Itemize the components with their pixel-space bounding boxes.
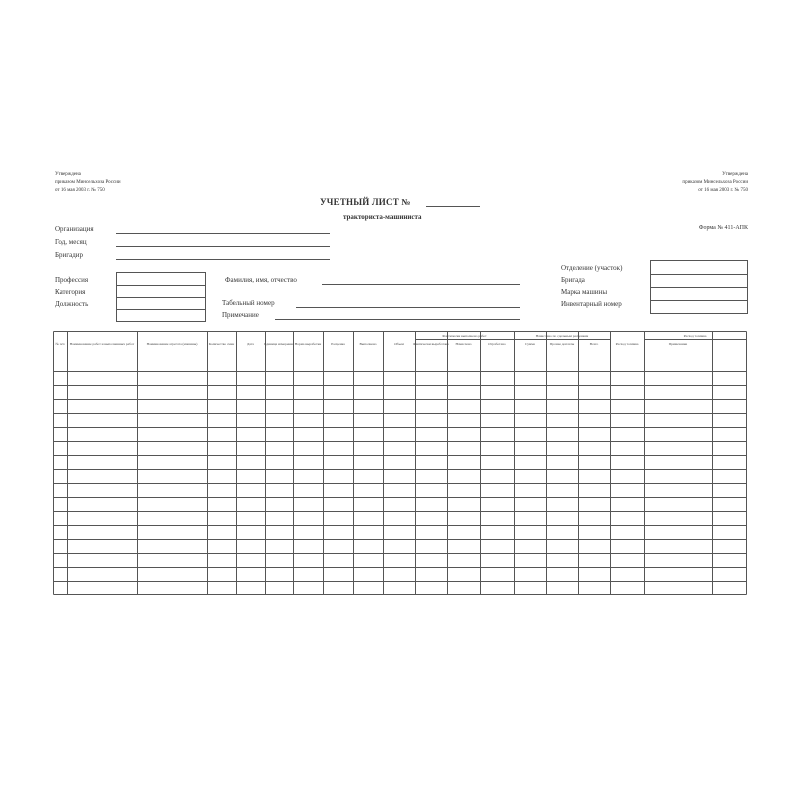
organization-field[interactable]: [116, 233, 330, 234]
table-header-cell: Сумма: [525, 342, 535, 346]
table-header-cell: Количество смен: [208, 342, 235, 346]
approval-left-line1: Утверждена: [55, 172, 81, 177]
tab-number-label: Табельный номер: [222, 299, 275, 307]
machine-brand-label: Марка машины: [561, 288, 608, 296]
right-fields-box[interactable]: [650, 260, 748, 314]
table-header-cell: Прочие доплаты: [549, 342, 575, 346]
table-header-cell: Дата: [247, 342, 254, 346]
table-header-cell: Единица измерения: [264, 342, 294, 346]
table-header-cell: Фактически выработано: [412, 342, 450, 346]
table-header-cell: Начислено: [455, 342, 472, 346]
left-fields-box[interactable]: [116, 272, 206, 322]
tab-number-field[interactable]: [296, 307, 520, 308]
table-header-cell: Наименование работ и выполненных работ: [69, 342, 135, 346]
table-group-header: Начислено по сдельным расценкам: [535, 334, 589, 338]
table-header-cell: Расход топлива: [615, 342, 639, 346]
table-header-cell: № п/п: [55, 342, 65, 346]
full-name-field[interactable]: [322, 284, 520, 285]
brigade-label: Бригада: [561, 276, 585, 284]
note-field[interactable]: [275, 319, 520, 320]
table-header-cell: Всего: [589, 342, 599, 346]
table-header-cell: Выполнено: [359, 342, 377, 346]
organization-label: Организация: [55, 225, 94, 233]
note-label: Примечание: [222, 311, 259, 319]
work-table-grid: [53, 331, 747, 595]
form-code: Форма № 411-АПК: [698, 225, 748, 231]
inventory-number-label: Инвентарный номер: [561, 300, 622, 308]
work-table: [53, 331, 747, 595]
approval-right-line1: Утверждена: [722, 172, 748, 177]
table-group-header: Фактически выполнено работ: [442, 334, 487, 338]
table-header-cell: Объем: [394, 342, 404, 346]
table-header-cell: Наименование агрегата (машины): [146, 342, 198, 346]
form-subtitle: тракториста-машиниста: [343, 213, 422, 221]
table-group-header: Расход топлива: [683, 334, 707, 338]
brigadier-field[interactable]: [116, 259, 330, 260]
approval-right-line3: от 16 мая 2003 г. № 750: [698, 188, 748, 193]
brigadier-label: Бригадир: [55, 251, 84, 259]
approval-left-line3: от 16 мая 2003 г. № 750: [55, 188, 105, 193]
period-field[interactable]: [116, 246, 330, 247]
title-number-line[interactable]: [426, 206, 480, 207]
position-label: Должность: [55, 300, 89, 308]
table-header-cell: Примечание: [668, 342, 688, 346]
approval-left-line2: приказом Минсельхоза России: [55, 180, 121, 185]
profession-label: Профессия: [55, 276, 89, 284]
department-label: Отделение (участок): [561, 264, 623, 272]
category-label: Категория: [55, 288, 86, 296]
table-header-cell: Норма выработки: [294, 342, 322, 346]
full-name-label: Фамилия, имя, отчество: [225, 276, 297, 284]
form-title: УЧЕТНЫЙ ЛИСТ №: [320, 197, 411, 207]
table-header-cell: Расценка: [331, 342, 345, 346]
approval-right-line2: приказом Минсельхоза России: [682, 180, 748, 185]
period-label: Год, месяц: [55, 238, 87, 246]
table-header-cell: Отработано: [488, 342, 506, 346]
